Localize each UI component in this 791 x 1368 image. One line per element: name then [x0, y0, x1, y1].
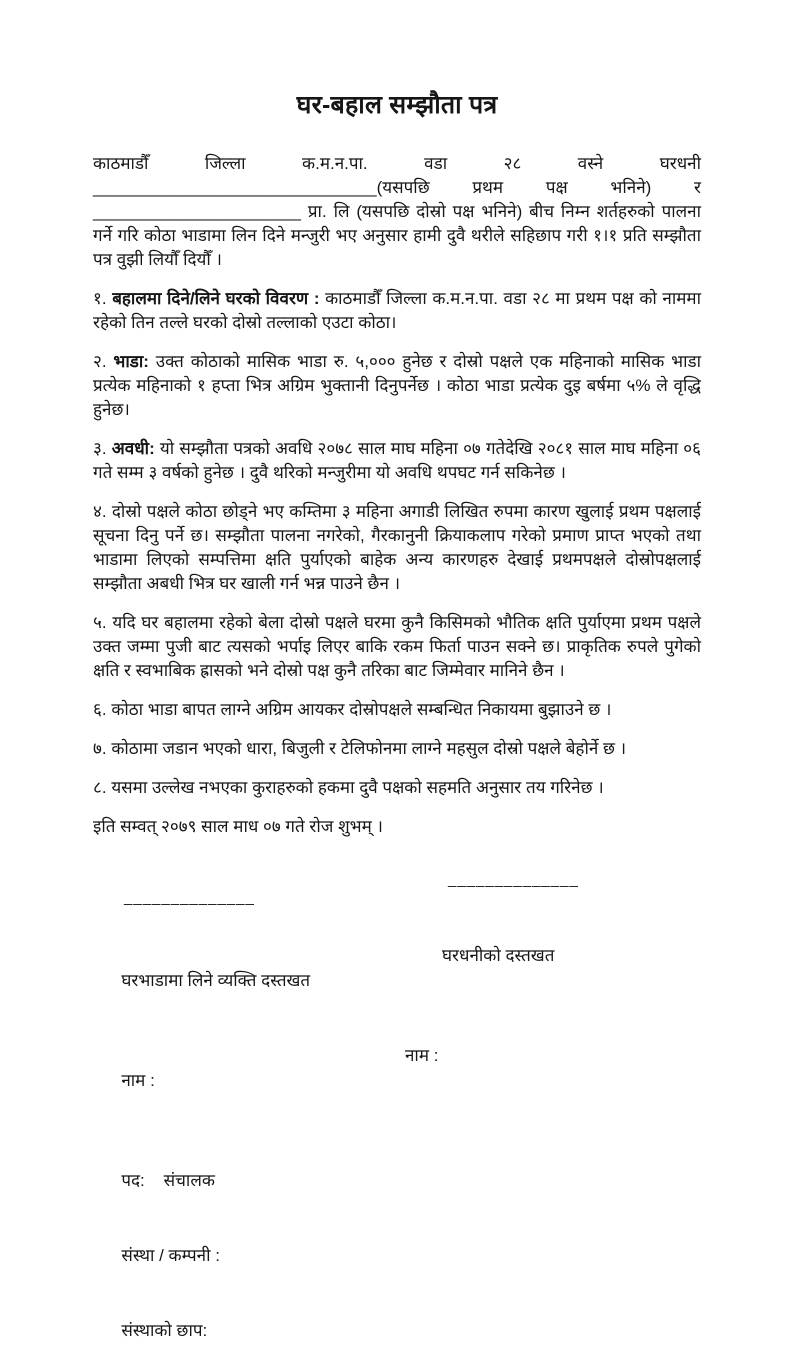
clause-8-text: यसमा उल्लेख नभएका कुराहरुको हकमा दुवै पक्षको सहमति अनुसार तय गरिनेछ । [111, 778, 604, 797]
clause-7-text: कोठामा जडान भएको धारा, बिजुली र टेलिफोनमा लाग्ने महसुल दोस्रो पक्षले बेहोर्ने छ । [111, 739, 627, 758]
clause-1 [93, 287, 701, 335]
clause-3 [93, 437, 701, 485]
clause-5-number: ५. [93, 613, 107, 632]
clause-5 [93, 611, 701, 683]
clause-8-number: ८. [93, 778, 107, 797]
signature-line-row [93, 871, 701, 943]
signature-block [93, 871, 701, 1368]
clause-6-text: कोठा भाडा बापत लाग्ने अग्रिम आयकर दोस्रोपक्षले सम्बन्धित निकायमा बुझाउने छ । [111, 700, 612, 719]
landlord-name-label: नाम : [405, 1046, 439, 1065]
closing-date-line: इति सम्वत् २०७९ साल माध ०७ गते रोज शुभम् । [93, 817, 383, 836]
clause-7 [93, 737, 701, 761]
clause-4-number: ४. [93, 502, 107, 521]
clause-1-number: १. [93, 289, 107, 308]
intro-paragraph: काठमाडौँ जिल्ला क.म.न.पा. वडा २८ वस्ने घरधनी ______________________________(यसपछि प्रथम पक्ष भनिने) र ______________________ प्रा. लि (यसपछि दोस्रो पक्ष भनिने) बीच निम्न शर्तहरुको पालना गर्ने गरि कोठा भाडामा लिन दिने मन्जुरी भए अनुसार हामी दुवै थरीले सहिछाप गरी १।१ प्रति सम्झौता पत्र वुझी लियौँ दियौँ । [93, 154, 701, 269]
name-row [93, 1043, 701, 1143]
clause-5-text: यदि घर बहालमा रहेको बेला दोस्रो पक्षले घरमा कुनै किसिमको भौतिक क्षति पुर्याएमा प्रथम पक्षले उक्त जम्मा पुजी बाट त्यसको भर्पाइ लिएर बाकि रकम फिर्ता पाउन सक्ने छ। प्राकृतिक रुपले पुगेको क्षति र स्वभाबिक ह्रासको भने दोस्रो पक्ष कुनै तरिका बाट जिम्मेवार मानिने छैन । [93, 613, 701, 680]
clause-6-number: ६. [93, 700, 107, 719]
clause-7-number: ७. [93, 739, 107, 758]
stamp-row [93, 1293, 701, 1368]
clause-3-heading: अवधी: [111, 439, 155, 458]
clause-2 [93, 350, 701, 422]
position-row [93, 1143, 701, 1218]
clause-1-heading: बहालमा दिने/लिने घरको विवरण : [112, 289, 320, 308]
clause-2-heading: भाडा: [113, 352, 149, 371]
clause-3-text: यो सम्झौता पत्रको अवधि २०७८ साल माघ महिना ०७ गतेदेखि २०८१ साल माघ महिना ०६ गते सम्म ३ वर्षको हुनेछ । दुवै थरिको मन्जुरीमा यो अवधि थपघट गर्न सकिनेछ । [93, 439, 701, 482]
clause-4 [93, 500, 701, 596]
tenant-signature-label: घरभाडामा लिने व्यक्ति दस्तखत [121, 971, 311, 990]
clause-6 [93, 698, 701, 722]
tenant-signature-line: ______________ [124, 889, 255, 906]
clause-8 [93, 776, 701, 800]
clause-2-text: उक्त कोठाको मासिक भाडा रु. ५,००० हुनेछ र दोस्रो पक्षले एक महिनाको मासिक भाडा प्रत्येक महिनाको १ हप्ता भित्र अग्रिम भुक्तानी दिनुपर्नेछ । कोठा भाडा प्रत्येक दुइ बर्षमा ५% ले वृद्धि हुनेछ। [93, 352, 701, 419]
landlord-signature-line: ______________ [448, 871, 579, 888]
tenant-name-label: नाम : [121, 1071, 155, 1090]
clause-3-number: ३. [93, 439, 107, 458]
tenant-organization-label: संस्था / कम्पनी : [121, 1246, 220, 1265]
clause-2-number: २. [93, 352, 107, 371]
signature-role-row [93, 943, 701, 1043]
tenant-position-label: पद: संचालक [121, 1171, 215, 1190]
organization-row [93, 1218, 701, 1293]
organization-stamp-label: संस्थाको छाप: [121, 1321, 208, 1340]
clause-4-text: दोस्रो पक्षले कोठा छोड्ने भए कम्तिमा ३ महिना अगाडी लिखित रुपमा कारण खुलाई प्रथम पक्षलाई सूचना दिनु पर्ने छ। सम्झौता पालना नगरेको, गैरकानुनी क्रियाकलाप गरेको प्रमाण प्राप्त भएको तथा भाडामा लिएको सम्पत्तिमा क्षति पुर्याएको बाहेक अन्य कारणहरु देखाई प्रथमपक्षले दोस्रोपक्षलाई सम्झौता अबधी भित्र घर खाली गर्न भन्न पाउने छैन । [93, 502, 701, 593]
landlord-signature-label: घरधनीको दस्तखत [442, 946, 555, 965]
document-title: घर-बहाल सम्झौता पत्र [296, 91, 498, 119]
clause-1-text: काठमाडौँ जिल्ला क.म.न.पा. वडा २८ मा प्रथम पक्ष को नाममा रहेको तिन तल्ले घरको दोस्रो तल्लाको एउटा कोठा। [93, 289, 701, 332]
